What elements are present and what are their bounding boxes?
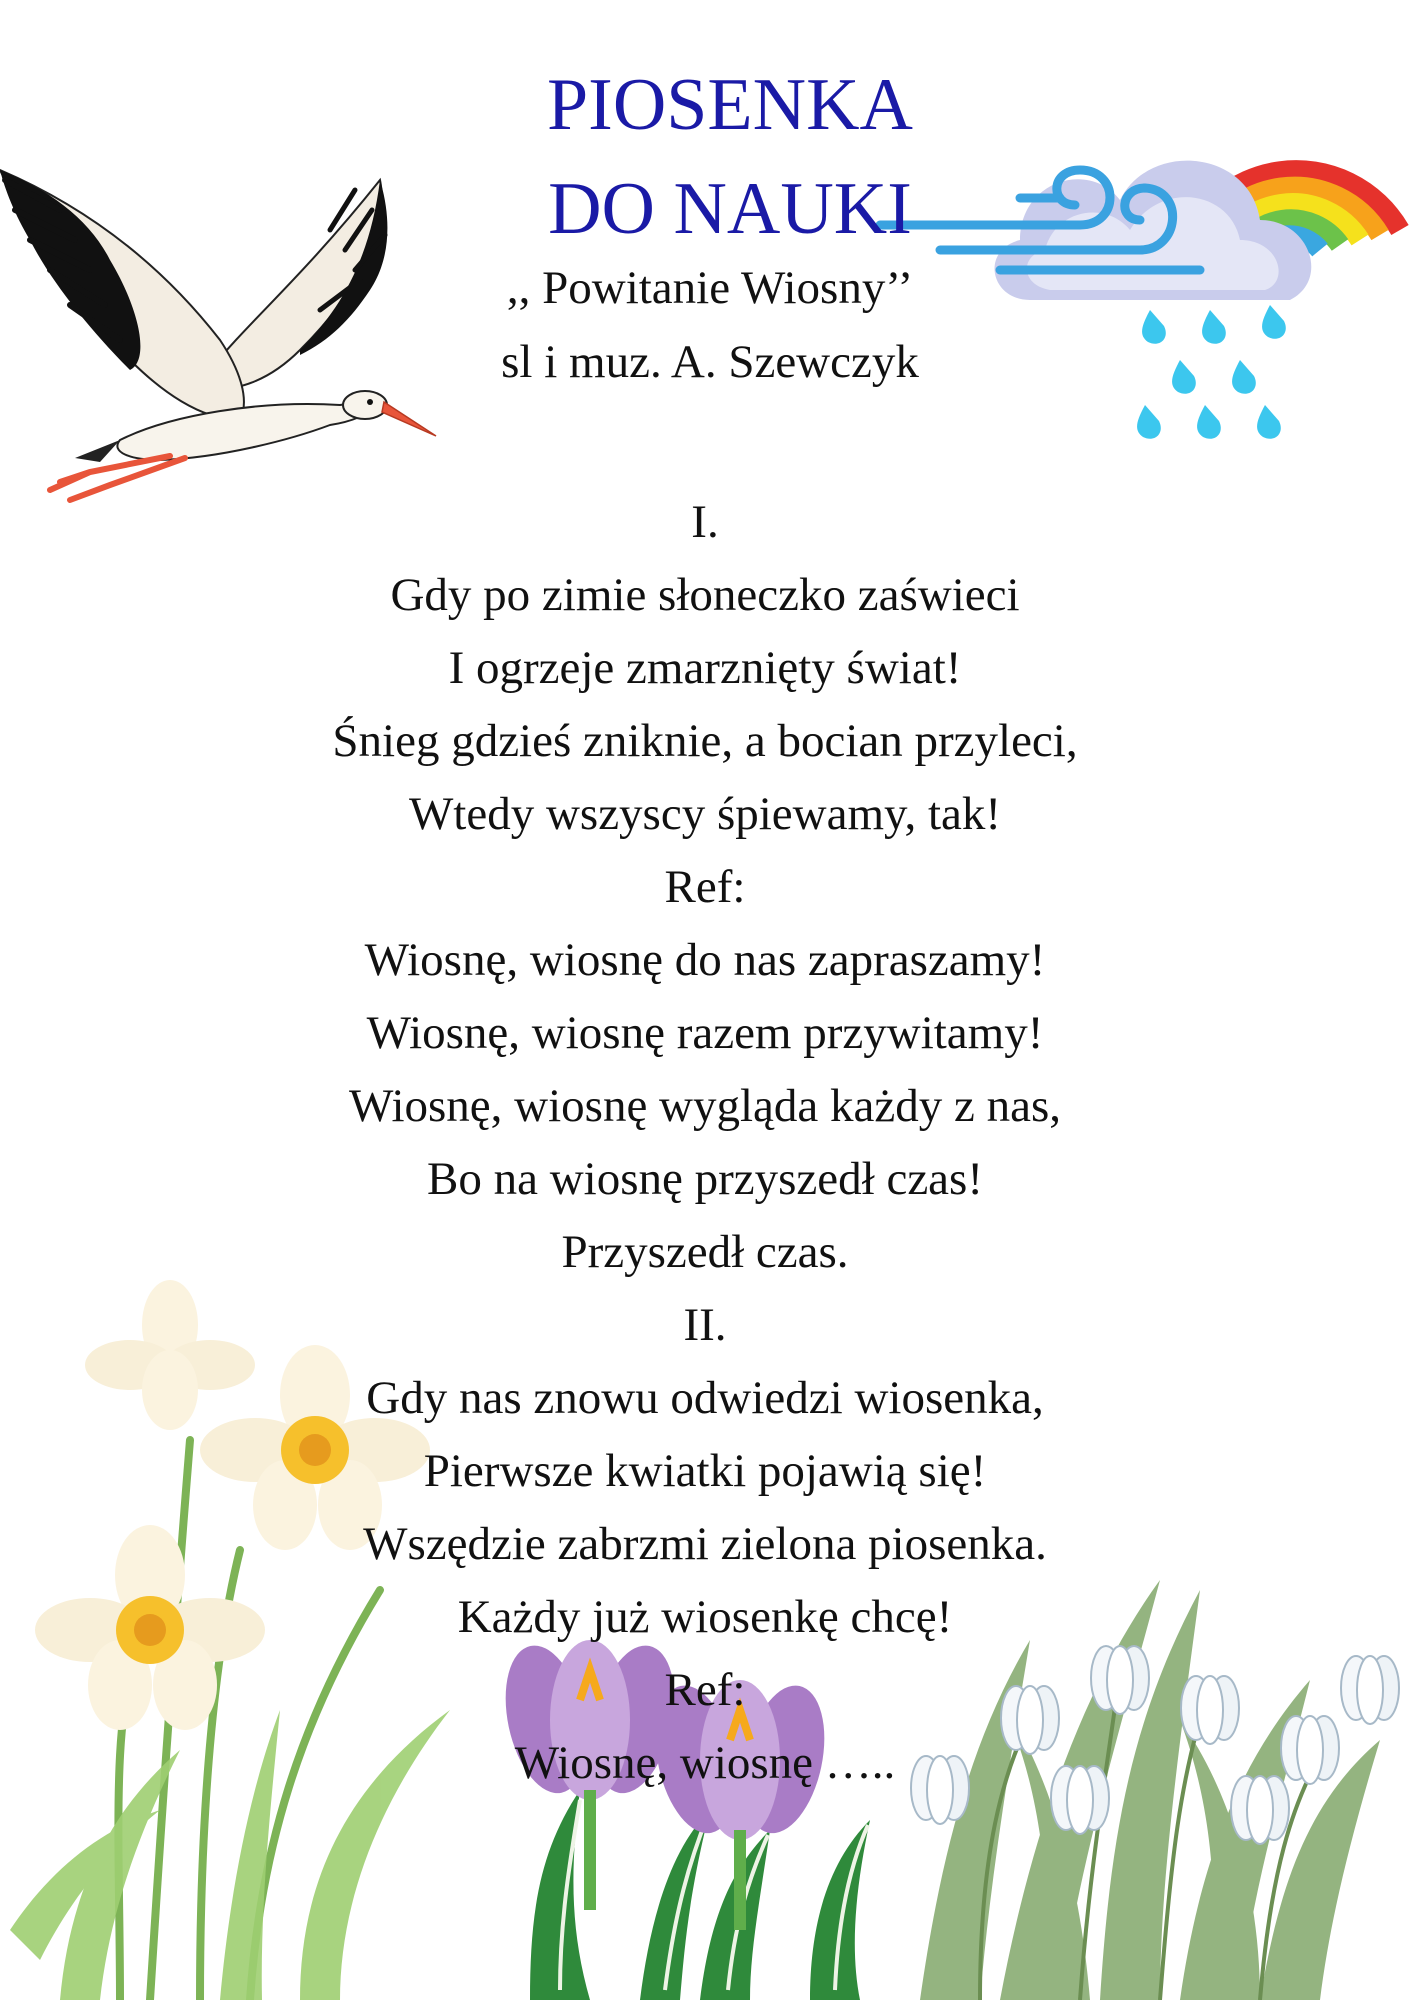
lyric-line: Wiosnę, wiosnę do nas zapraszamy!: [364, 934, 1046, 986]
song-credits: sl i muz. A. Szewczyk: [501, 336, 919, 388]
stork-illustration: [0, 140, 440, 520]
lyric-line: I ogrzeje zmarznięty świat!: [448, 642, 962, 694]
lyric-line: Wszędzie zabrzmi zielona piosenka.: [363, 1518, 1047, 1570]
lyrics-block: [200, 486, 1210, 1800]
lyric-line: Każdy już wiosenkę chcę!: [457, 1591, 953, 1643]
lyric-line: Pierwsze kwiatki pojawią się!: [423, 1445, 987, 1497]
song-name: ,, Powitanie Wiosny’’: [506, 262, 914, 314]
lyric-line: Wtedy wszyscy śpiewamy, tak!: [408, 788, 1002, 840]
lyric-line: Wiosnę, wiosnę wygląda każdy z nas,: [348, 1080, 1062, 1132]
lyric-line: Gdy po zimie słoneczko zaświeci: [390, 569, 1020, 621]
lyric-line: Śnieg gdzieś zniknie, a bocian przyleci,: [332, 715, 1078, 767]
title-line-2: DO NAUKI: [548, 168, 912, 250]
verse-1-label: I.: [691, 496, 719, 548]
verse-2-label: II.: [683, 1299, 727, 1351]
lyric-line: Wiosnę, wiosnę …..: [514, 1737, 896, 1789]
lyric-line: Wiosnę, wiosnę razem przywitamy!: [366, 1007, 1044, 1059]
lyric-line: Bo na wiosnę przyszedł czas!: [427, 1153, 983, 1205]
title-line-1: PIOSENKA: [547, 64, 913, 146]
lyric-line: Przyszedł czas.: [561, 1226, 849, 1278]
lyric-line: Gdy nas znowu odwiedzi wiosenka,: [366, 1372, 1044, 1424]
refrain-label: Ref:: [664, 1664, 746, 1716]
refrain-label: Ref:: [664, 861, 746, 913]
